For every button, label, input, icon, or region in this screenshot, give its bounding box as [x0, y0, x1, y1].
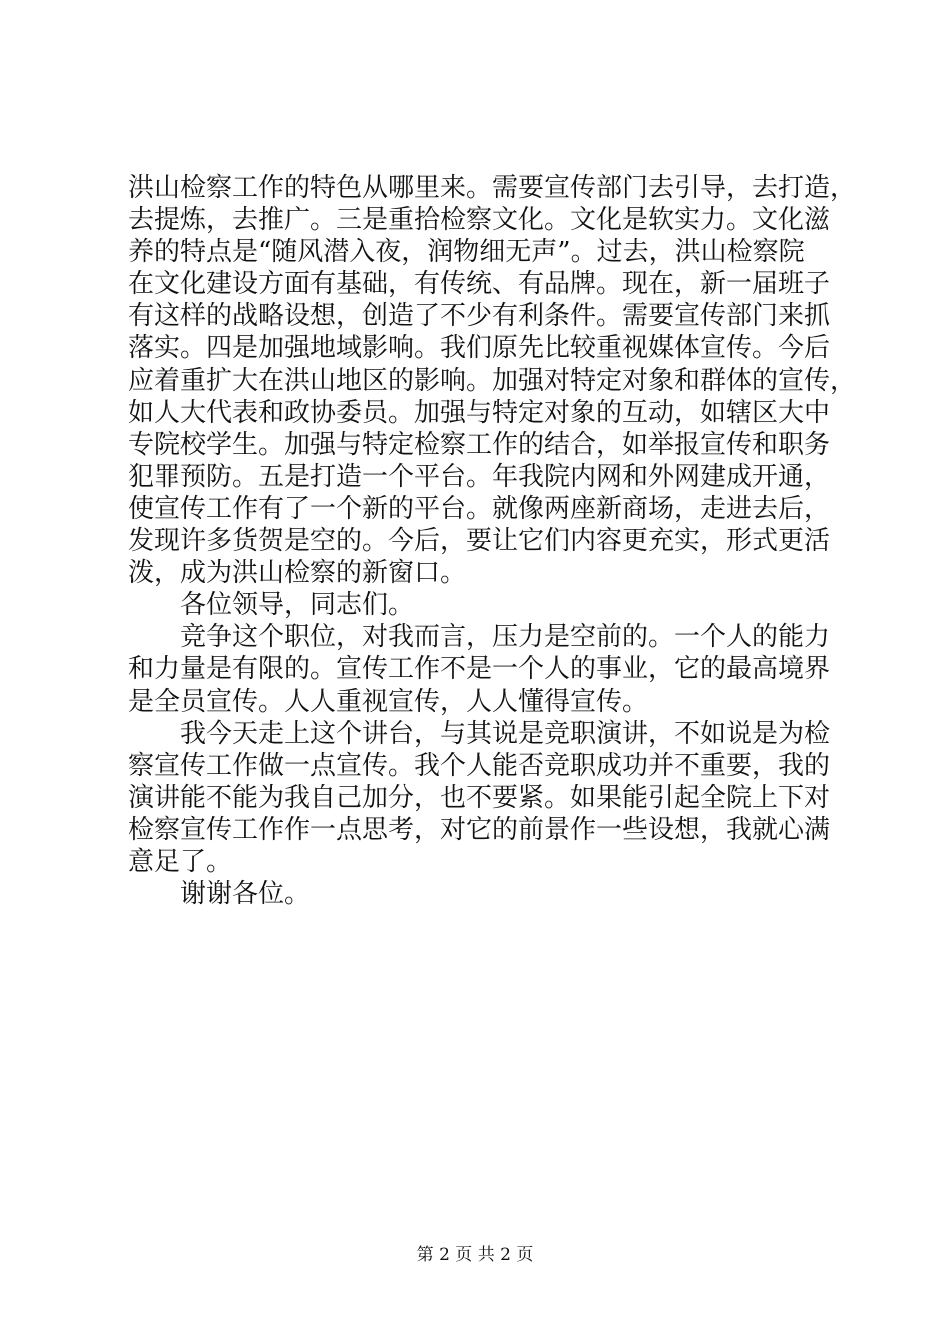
page-number-footer: 第 2 页 共 2 页: [416, 1245, 534, 1265]
text-line: 检察宣传工作作一点思考，对它的前景作一些设想，我就心满: [128, 814, 831, 845]
document-body: [128, 172, 863, 910]
text-line: 去提炼，去推广。三是重拾检察文化。文化是软实力。文化滋: [128, 205, 831, 236]
text-line: 各位领导，同志们。: [180, 590, 415, 621]
text-line: 和力量是有限的。宣传工作不是一个人的事业，它的最高境界: [128, 654, 831, 685]
text-line: 洪山检察工作的特色从哪里来。需要宣传部门去引导，去打造，: [128, 173, 857, 203]
text-line: 如人大代表和政协委员。加强与特定对象的互动，如辖区大中: [128, 397, 831, 428]
text-line: 应着重扩大在洪山地区的影响。加强对特定对象和群体的宣传，: [128, 365, 857, 396]
text-line: 谢谢各位。: [180, 879, 311, 910]
text-line: 使宣传工作有了一个新的平台。就像两座新商场，走进去后，: [128, 493, 831, 524]
text-line: 演讲能不能为我自己加分，也不要紧。如果能引起全院上下对: [128, 782, 831, 813]
text-line: 养的特点是“随风潜入夜，润物细无声”。过去，洪山检察院: [128, 237, 805, 268]
text-line: 我今天走上这个讲台，与其说是竞职演讲，不如说是为检: [180, 718, 831, 749]
text-line: 察宣传工作做一点宣传。我个人能否竞职成功并不重要，我的: [128, 750, 831, 781]
text-line: 专院校学生。加强与特定检察工作的结合，如举报宣传和职务: [128, 429, 831, 460]
text-line: 发现许多货贺是空的。今后，要让它们内容更充实，形式更活: [128, 526, 831, 557]
text-line: 在文化建设方面有基础，有传统、有品牌。现在，新一届班子: [128, 269, 831, 300]
text-line: 意足了。: [128, 846, 233, 877]
text-line: 落实。四是加强地域影响。我们原先比较重视媒体宣传。今后: [128, 333, 831, 364]
text-line: 竞争这个职位，对我而言，压力是空前的。一个人的能力: [180, 622, 831, 653]
text-line: 是全员宣传。人人重视宣传，人人懂得宣传。: [128, 686, 649, 717]
text-line: 泼，成为洪山检察的新窗口。: [128, 558, 467, 589]
text-line: 有这样的战略设想，创造了不少有利条件。需要宣传部门来抓: [128, 301, 831, 332]
text-line: 犯罪预防。五是打造一个平台。年我院内网和外网建成开通，: [128, 461, 831, 492]
